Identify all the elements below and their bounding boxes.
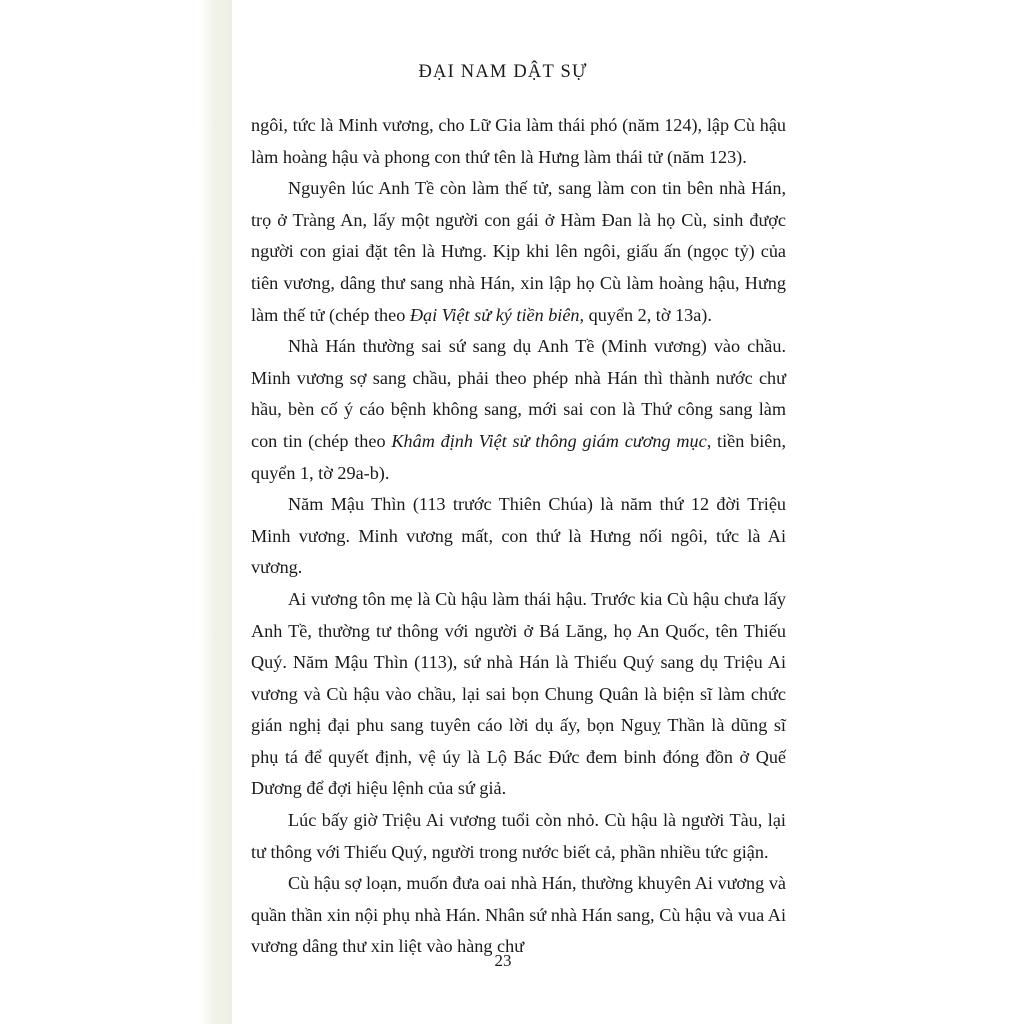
paragraph xyxy=(251,173,786,331)
body-text xyxy=(251,110,786,963)
text-run: , tiền biên, quyển 1, tờ 29a-b). xyxy=(251,430,786,483)
page-edge-shadow xyxy=(0,0,232,1024)
text-run: Ai vương tôn mẹ là Cù hậu làm thái hậu. Trước kia Cù hậu chưa lấy Anh Tề, thường tư thông với người ở Bá Lăng, họ An Quốc, tên Thiếu Quý. Năm Mậu Thìn (113), sứ nhà Hán là Thiếu Quý sang dụ Triệu Ai vương và Cù hậu vào chầu, lại sai bọn Chung Quân là biện sĩ làm chức gián nghị đại phu sang tuyên cáo lời dụ ấy, bọn Nguỵ Thần là dũng sĩ phụ tá để quyết định, vệ úy là Lộ Bác Đức đem binh đóng đồn ở Quế Dương để đợi hiệu lệnh của sứ giả. xyxy=(251,588,786,799)
text-run: Lúc bấy giờ Triệu Ai vương tuổi còn nhỏ. Cù hậu là người Tàu, lại tư thông với Thiếu Quý, người trong nước biết cả, phần nhiều tức giận. xyxy=(251,810,786,862)
text-run: Nhà Hán thường sai sứ sang dụ Anh Tề (Minh vương) vào chầu. Minh vương sợ sang chầu, phải theo phép nhà Hán thì thành nước chư hầu, bèn cố ý cáo bệnh không sang, mới sai con là Thứ công sang làm con tin (chép theo xyxy=(251,336,786,451)
paragraph xyxy=(251,584,786,805)
running-head: ĐẠI NAM DẬT SỰ xyxy=(418,62,588,82)
text-run: Nguyên lúc Anh Tề còn làm thế tử, sang làm con tin bên nhà Hán, trọ ở Tràng An, lấy một người con gái ở Hàm Đan là họ Cù, sinh được người con giai đặt tên là Hưng. Kịp khi lên ngôi, giấu ấn (ngọc tỷ) của tiên vương, dâng thư sang nhà Hán, xin lập họ Cù làm hoàng hậu, Hưng làm thế tử (chép theo xyxy=(251,178,786,325)
page-number: 23 xyxy=(494,951,512,970)
italic-citation: Khâm định Việt sử thông giám cương mục xyxy=(391,430,707,451)
text-run: Năm Mậu Thìn (113 trước Thiên Chúa) là năm thứ 12 đời Triệu Minh vương. Minh vương mất, con thứ là Hưng nối ngôi, tức là Ai vương. xyxy=(251,494,786,578)
paragraph xyxy=(251,331,786,489)
text-run: , quyển 2, tờ 13a). xyxy=(579,304,712,325)
paragraph xyxy=(251,489,786,584)
text-run: ngôi, tức là Minh vương, cho Lữ Gia làm thái phó (năm 124), lập Cù hậu làm hoàng hậu và phong con thứ tên là Hưng làm thái tử (năm 123). xyxy=(251,115,786,167)
paragraph xyxy=(251,110,786,173)
text-run: Cù hậu sợ loạn, muốn đưa oai nhà Hán, thường khuyên Ai vương và quần thần xin nội phụ nhà Hán. Nhân sứ nhà Hán sang, Cù hậu và vua Ai vương dâng thư xin liệt vào hàng chư xyxy=(251,873,786,957)
paragraph xyxy=(251,868,786,963)
paragraph xyxy=(251,805,786,868)
italic-citation: Đại Việt sử ký tiền biên xyxy=(409,304,580,325)
